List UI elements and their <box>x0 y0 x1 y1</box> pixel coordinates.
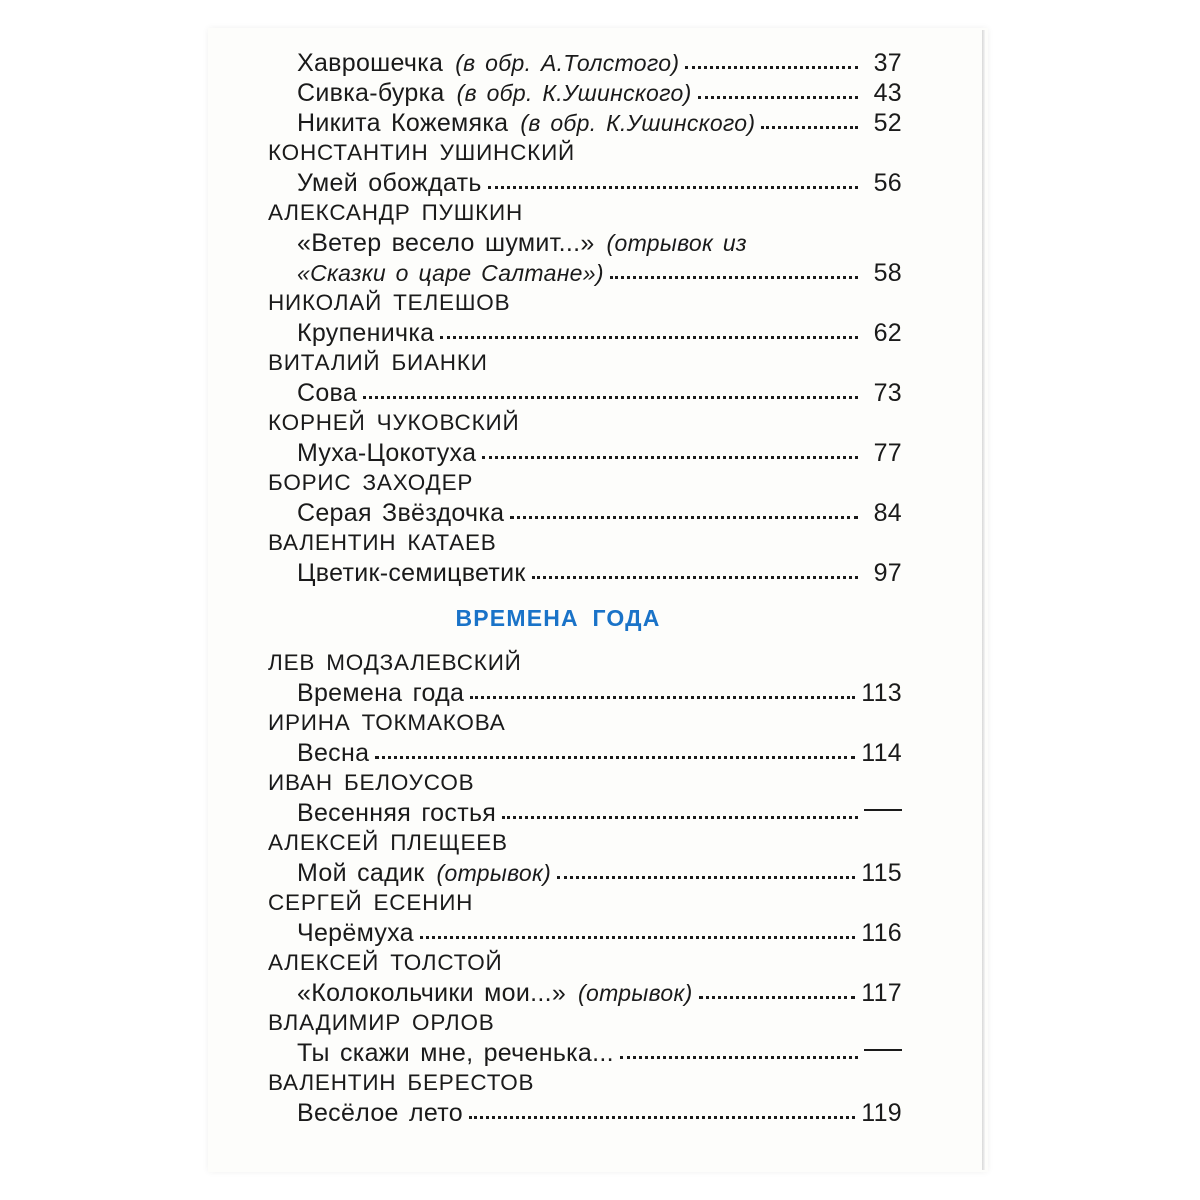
dot-leader <box>698 92 858 99</box>
author-name: ЛЕВ МОДЗАЛЕВСКИЙ <box>268 650 522 675</box>
author-name: АЛЕКСЕЙ ПЛЕЩЕЕВ <box>268 830 508 855</box>
author-name: СЕРГЕЙ ЕСЕНИН <box>268 890 474 915</box>
dot-leader <box>510 512 858 519</box>
page-number: 114 <box>861 739 902 767</box>
dot-leader <box>620 1052 858 1059</box>
author-name: КОНСТАНТИН УШИНСКИЙ <box>268 140 576 165</box>
toc-entry <box>268 798 902 828</box>
toc-entry <box>268 438 902 468</box>
dot-leader <box>532 572 858 579</box>
entry-title: Ты скажи мне, реченька... <box>297 1039 614 1067</box>
toc-entry <box>268 738 902 768</box>
page-number: 116 <box>861 919 902 947</box>
dot-leader <box>470 692 855 699</box>
dot-leader <box>363 392 858 399</box>
dot-leader <box>557 872 855 879</box>
entry-note: (отрывок из <box>606 230 747 256</box>
page-number: 115 <box>861 859 902 887</box>
entry-title: Муха-Цокотуха <box>297 439 477 467</box>
page-number: 73 <box>873 379 902 407</box>
dot-leader <box>761 122 858 129</box>
dot-leader <box>502 812 858 819</box>
section-title: ВРЕМЕНА ГОДА <box>455 605 661 631</box>
entry-title: Весёлое лето <box>297 1099 463 1127</box>
toc-part-1 <box>268 48 902 588</box>
author-name: КОРНЕЙ ЧУКОВСКИЙ <box>268 410 520 435</box>
entry-title: Умей обождать <box>297 169 482 197</box>
section-heading-row <box>268 588 902 648</box>
entry-title: Хаврошечка <box>297 49 444 77</box>
page-number: 113 <box>861 679 902 707</box>
toc-entry <box>268 678 902 708</box>
toc-entry <box>268 858 902 888</box>
toc-part-2 <box>268 648 902 1128</box>
toc-entry <box>268 258 902 288</box>
author-name: ВЛАДИМИР ОРЛОВ <box>268 1010 495 1035</box>
author-name: ВИТАЛИЙ БИАНКИ <box>268 350 488 375</box>
entry-title: Весна <box>297 739 370 767</box>
entry-title: «Ветер весело шумит...» <box>297 229 595 257</box>
toc-entry <box>268 108 902 138</box>
dot-leader <box>440 332 858 339</box>
dot-leader <box>482 452 858 459</box>
author-name: ВАЛЕНТИН БЕРЕСТОВ <box>268 1070 535 1095</box>
dot-leader <box>699 992 856 999</box>
toc-entry <box>268 378 902 408</box>
page-number: 58 <box>873 259 902 287</box>
dot-leader <box>420 932 855 939</box>
toc-entry <box>268 78 902 108</box>
page-number: 117 <box>861 979 902 1007</box>
entry-title: Времена года <box>297 679 465 707</box>
entry-title: Крупеничка <box>297 319 435 347</box>
page-dash <box>864 1049 902 1051</box>
toc-entry <box>268 918 902 948</box>
page-number: 43 <box>873 79 902 107</box>
entry-title: «Колокольчики мои...» <box>297 979 567 1007</box>
page-edge <box>982 30 985 1170</box>
entry-title: Никита Кожемяка <box>297 109 509 137</box>
author-name: НИКОЛАЙ ТЕЛЕШОВ <box>268 290 511 315</box>
entry-title: Серая Звёздочка <box>297 499 505 527</box>
entry-title: Цветик-семицветик <box>297 559 526 587</box>
dot-leader <box>469 1112 855 1119</box>
page-dash <box>864 809 902 811</box>
page-number: 37 <box>873 49 902 77</box>
author-name: БОРИС ЗАХОДЕР <box>268 470 474 495</box>
page-number: 56 <box>873 169 902 197</box>
page-number: 52 <box>873 109 902 137</box>
entry-title: Черёмуха <box>297 919 414 947</box>
toc-entry <box>268 168 902 198</box>
page-number: 97 <box>873 559 902 587</box>
page-number: 62 <box>873 319 902 347</box>
author-name: ИВАН БЕЛОУСОВ <box>268 770 475 795</box>
page-number: 119 <box>861 1099 902 1127</box>
toc-entry <box>268 318 902 348</box>
toc-entry <box>268 558 902 588</box>
page-number: 77 <box>873 439 902 467</box>
dot-leader <box>610 272 858 279</box>
entry-note: (отрывок) <box>578 980 693 1006</box>
author-name: ВАЛЕНТИН КАТАЕВ <box>268 530 497 555</box>
author-name: АЛЕКСАНДР ПУШКИН <box>268 200 524 225</box>
entry-title: Сивка-бурка <box>297 79 445 107</box>
entry-note: (в обр. А.Толстого) <box>455 50 680 76</box>
entry-note: (в обр. К.Ушинского) <box>456 80 692 106</box>
page-number: 84 <box>873 499 902 527</box>
entry-title: Мой садик <box>297 859 425 887</box>
entry-note: (в обр. К.Ушинского) <box>520 110 756 136</box>
dot-leader <box>488 182 858 189</box>
entry-note: «Сказки о царе Салтане») <box>297 260 604 286</box>
author-name: АЛЕКСЕЙ ТОЛСТОЙ <box>268 950 503 975</box>
table-of-contents <box>268 48 902 1128</box>
author-name: ИРИНА ТОКМАКОВА <box>268 710 506 735</box>
dot-leader <box>685 62 858 69</box>
toc-entry <box>268 228 902 258</box>
toc-entry <box>268 978 902 1008</box>
toc-entry <box>268 48 902 78</box>
entry-title: Сова <box>297 379 358 407</box>
dot-leader <box>375 752 855 759</box>
toc-entry <box>268 1098 902 1128</box>
entry-note: (отрывок) <box>436 860 552 886</box>
toc-entry <box>268 1038 902 1068</box>
entry-title: Весенняя гостья <box>297 799 497 827</box>
toc-entry <box>268 498 902 528</box>
